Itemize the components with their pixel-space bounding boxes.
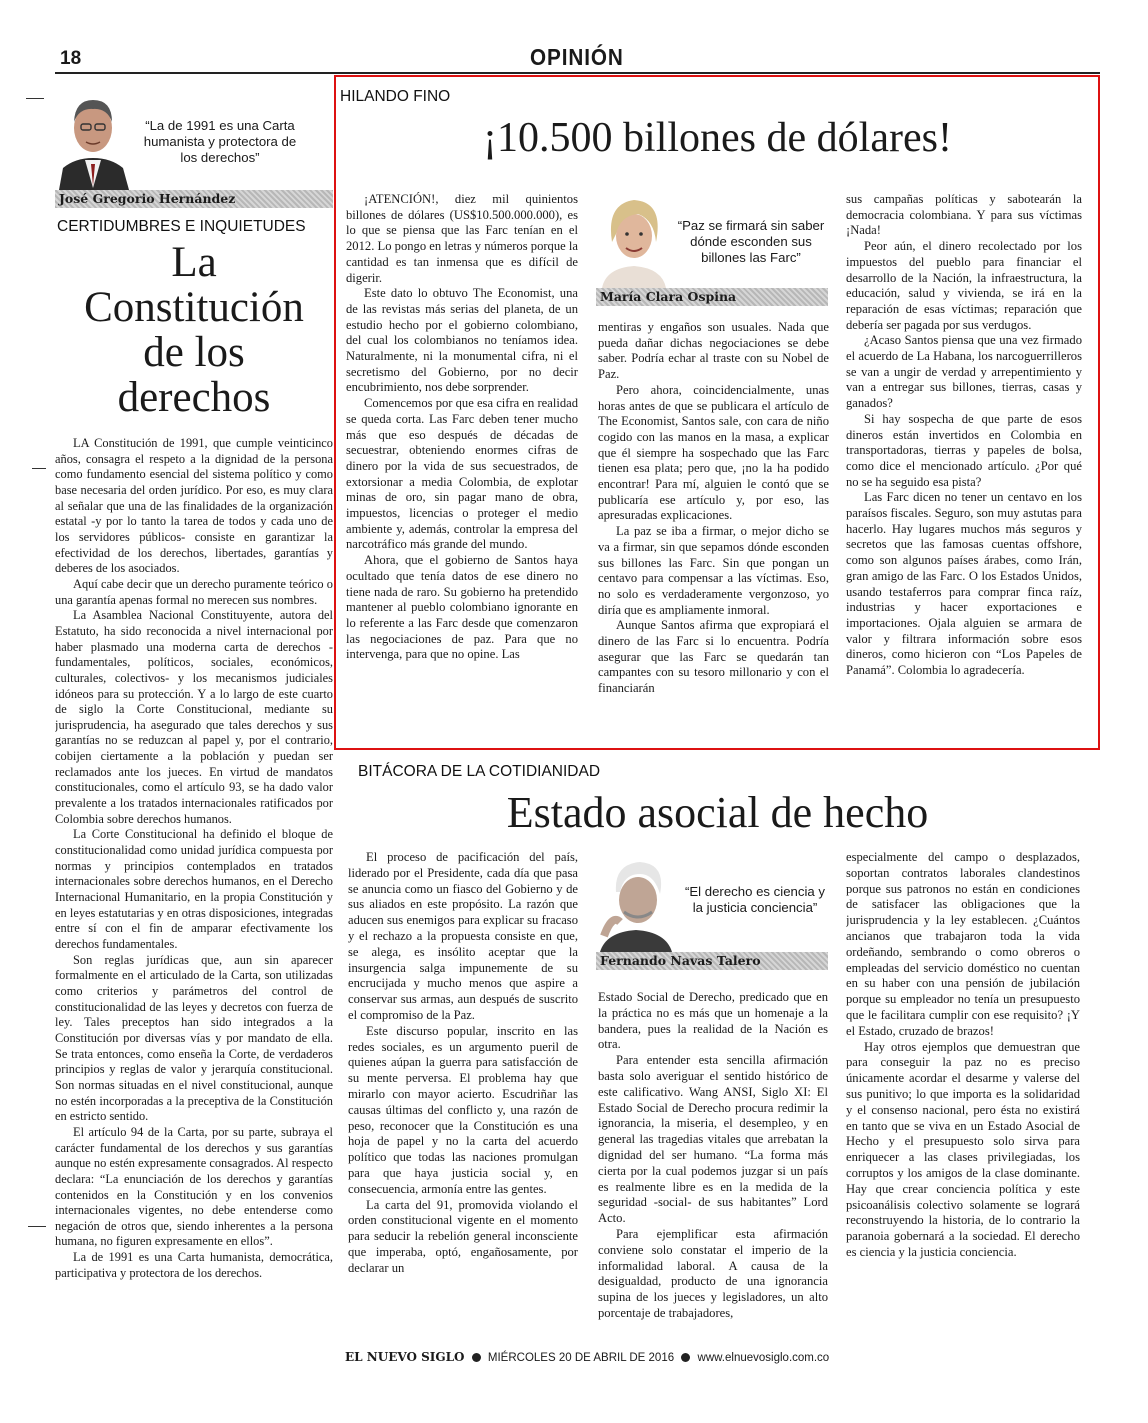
pull-quote-hernandez: “La de 1991 es una Carta humanista y protectora de los derechos” <box>143 118 297 165</box>
column-kicker-bitacora: BITÁCORA DE LA COTIDIANIDAD <box>358 763 601 780</box>
column-kicker-hilando: HILANDO FINO <box>340 88 451 105</box>
headline-line: Constitución <box>84 284 304 331</box>
paragraph: Comencemos por que esa cifra en realidad se queda corta. Las Farc deben tener mucho más que eso después de décadas de secuestrar, obteniendo enormes cifras de dinero por la vida de sus secuestrados, de extorsionar a media Colombia, de explotar minas de oro, sin pagar mano de obra, impuestos, licencias o proteger el medio ambiente y, además, controlar la empresa del narcotráfico más grande del mundo. <box>346 396 578 552</box>
author-name-navas: Fernando Navas Talero <box>596 952 828 970</box>
paragraph: especialmente del campo o desplazados, soportan contratos laborales clandestinos porque sus patronos no están en condiciones de satisfacer las obligaciones que la jurisprudencia y la ley establecen. ¿Cuántos ancianos que trabajaron toda la vida ordeñando, sembrando o como obreros o empleadas del servicio doméstico no cuentan en su haber con una pensión de jubilación porque su empleador no tenía un presupuesto que le facilitara cumplir con ese requisito? ¡Y el Estado, cruzado de brazos! <box>846 850 1080 1038</box>
paragraph: LA Constitución de 1991, que cumple veinticinco años, consagra el respeto a la dignidad de la persona como fundamento esencial del sistema político y como base necesaria del orden jurídico. Por eso, es muy clara al señalar que una de las finalidades de la organización estatal -y por lo tanto la tarea de todos y cada uno de los servidores públicos- consiste en garantizar la efectividad de los derechos, libertades, garantías y deberes de los asociados. <box>55 436 333 576</box>
footer-date: MIÉRCOLES 20 DE ABRIL DE 2016 <box>487 1352 675 1364</box>
headline-left <box>55 240 333 420</box>
paragraph: Para ejemplificar esta afirmación conviene solo constatar el imperio de la informalidad laboral. A causa de la desigualdad, producto de una ignorancia supina de los jueces y legisladores, un alto porcentaje de trabajadores, <box>598 1226 828 1320</box>
author-photo-ospina <box>594 190 674 288</box>
footer-url[interactable]: www.elnuevosiglo.com.co <box>697 1352 830 1364</box>
paragraph: mentiras y engaños son usuales. Nada que pueda dañar dichas negociaciones se debe saber. Podría echar al traste con su Nobel de Paz. <box>598 320 829 382</box>
paragraph: Este discurso popular, inscrito en las redes sociales, es un argumento pueril de quienes aúpan la guerra para satisfacción de su mente perversa. El problema hay que mirarlo con mayor acierto. Escudriñar las causas últimas del conflicto y, una razón de peso, reconocer que la Constitución es una hoja de papel y no la carta del acuerdo político que todas las naciones promulgan para que haya justicia social y, en consecuencia, armonía entre las gentes. <box>348 1023 578 1196</box>
column-kicker-left: CERTIDUMBRES E INQUIETUDES <box>57 218 306 235</box>
margin-tick <box>26 98 44 99</box>
bullet-icon <box>472 1353 481 1362</box>
bottom-column-1 <box>348 850 578 1342</box>
paragraph: La Asamblea Nacional Constituyente, autora del Estatuto, ha sido reconocida a nivel internacional por haber plasmado una moderna carta de derechos -fundamentales, políticos, sociales, económicos, culturales, colectivos- y los mecanismos judiciales idóneos para su protección. Y a lo largo de este cuarto de siglo la Corte Constitucional, mediante su jurisprudencia, ha asegurado que tales derechos y sus garantías no se reduzcan al papel y, por el contrario, cobijen ciertamente a la población y puedan ser reclamados ante los jueces. En virtud de mandatos constitucionales, como el artículo 93, se ha dado valor prevalente a los tratados internacionales ratificados por Colombia sobre derechos humanos. <box>55 608 333 826</box>
pull-quote-ospina: “Paz se firmará sin saber dónde esconden sus billones las Farc” <box>677 218 825 265</box>
paragraph: Si hay sospecha de que parte de esos dineros están invertidos en Colombia en transportadoras, tierras y papeles de bolsa, como dice el mencionado artículo. ¿Por qué no se ha seguido esa pista? <box>846 411 1082 489</box>
author-photo-navas <box>594 852 678 952</box>
paragraph: La de 1991 es una Carta humanista, democrática, participativa y protectora de los derechos. <box>55 1250 333 1280</box>
section-title: OPINIÓN <box>530 44 624 70</box>
paragraph: Estado Social de Derecho, predicado que en la práctica no es más que un homenaje a la bandera, pues la realidad de la Nación es otra. <box>598 990 828 1052</box>
paragraph: Aquí cabe decir que un derecho puramente teórico o una garantía apenas formal no merecen sus nombres. <box>55 576 333 607</box>
paragraph: Las Farc dicen no tener un centavo en los paraísos fiscales. Seguro, son muy astutas para hacerlo. Hay lugares muchos más seguros y secretos que las famosas cuentas offshore, como son algunos países árabes, como Irán, gran amigo de las Farc. O los Estados Unidos, usando testaferros para comprar finca raíz, industrias y hacer exportaciones e importaciones. Ojala alguien se armara de valor y filtrara información sobre esos dineros, como hicieron con “Los Papeles de Panamá”. Colombia lo agradecería. <box>846 490 1082 678</box>
margin-tick <box>28 1226 46 1227</box>
paragraph: La Corte Constitucional ha definido el bloque de constitucionalidad como unidad jurídica compuesta por normas y principios contemplados en tratados internacionales sobre derechos humanos, en el Derecho Internacional Humanitario, en la propia Constitución y en leyes estatutarias y en otras disposiciones, integradas entre sí con el fin de amparar efectivamente los derechos fundamentales. <box>55 827 333 951</box>
headline-boxed: ¡10.500 billones de dólares! <box>483 115 952 161</box>
author-name-ospina: María Clara Ospina <box>596 288 828 306</box>
paragraph: El artículo 94 de la Carta, por su parte, subraya el carácter fundamental de los derechos y sus garantías aunque no estén expresamente consagrados. Al respecto declara: “La enunciación de los derechos y garantías contenidos en la Constitución y en los convenios internacionales vigentes, no debe entenderse como negación de otros que, siendo inherentes a la persona humana, no figuren expresamente en ellos”. <box>55 1124 333 1249</box>
page-footer <box>345 1350 829 1364</box>
paragraph: Ahora, que el gobierno de Santos haya ocultado que tenía datos de ese dinero no tiene nada de raro. Su gobierno ha pretendido mantener al pueblo colombiano ignorante en lo referente a las Farc desde que comenzaron las negociaciones de paz. Para que no intervenga, para que no opine. Las <box>346 553 578 662</box>
author-photo-hernandez <box>55 88 131 190</box>
paragraph: Peor aún, el dinero recolectado por los impuestos del pueblo para financiar el desarrollo de la Nación, la infraestructura, la educación, salud y vivienda, se irá en la reparación de esas víctimas; reparación que debería ser pagada por sus verdugos. <box>846 239 1082 332</box>
headline-line: de los <box>143 329 245 376</box>
headline-line: derechos <box>117 374 271 421</box>
header-rule <box>55 72 1100 74</box>
page-number: 18 <box>60 48 82 69</box>
bottom-column-3 <box>846 850 1080 1342</box>
footer-paper-name: EL NUEVO SIGLO <box>345 1350 465 1364</box>
paragraph: Pero ahora, coincidencialmente, unas horas antes de que se publicara el artículo de The Economist, Santos sale, con cara de niño cogido con las manos en la masa, a explicar que él siempre ha sospechado que las Farc tienen esa plata; pero que, ¡no la ha podido encontrar! Para mí, alguien le contó que se publicaría ese artículo y, por eso, las apresuradas explicaciones. <box>598 382 829 523</box>
headline-line: La <box>171 239 217 286</box>
paragraph: Este dato lo obtuvo The Economist, una de las revistas más serias del planeta, de un estudio hecho por el gobierno colombiano, del cual los colombianos no teníamos idea. Naturalmente, ni la monumental cifra, ni el secretismo del Gobierno, por no decir encubrimiento, nos debe sorprender. <box>346 286 578 395</box>
paragraph: Aunque Santos afirma que expropiará el dinero de las Farc si lo encuentra. Podría asegurar que las Farc se quedarán tan campantes con su tesoro millonario y con el financiarán <box>598 618 829 696</box>
boxed-column-3 <box>846 192 1082 732</box>
bottom-column-2 <box>598 990 828 1342</box>
boxed-column-1 <box>346 192 578 732</box>
paragraph: Hay otros ejemplos que demuestran que para conseguir la paz no es preciso únicamente acordar el desarme y valerse del sus punitivo; lo que importa es la solidaridad y el consenso nacional, pero ésta no existirá en tanto que se viva en un Estado Asocial de Hecho y el presupuesto solo sirva para enriquecer a las clases privilegiadas, los corruptos y los amigos de la clase dominante. Hay que crear conciencia política y este psicoanálisis colectivo solamente se logrará reconstruyendo la historia, de lo contrario la paranoia gobernará a la sociedad. El derecho es ciencia y la justicia conciencia. <box>846 1039 1080 1259</box>
pull-quote-navas: “El derecho es ciencia y la justicia conciencia” <box>684 884 825 915</box>
paragraph: ¿Acaso Santos piensa que una vez firmado el acuerdo de La Habana, los narcoguerrilleros se van a ungir de verdad y arrepentimiento y van a entregar sus billones, tierras, casas y ganados? <box>846 333 1082 411</box>
bullet-icon <box>681 1353 690 1362</box>
boxed-column-2 <box>598 320 829 732</box>
paragraph: ¡ATENCIÓN!, diez mil quinientos billones de dólares (US$10.500.000.000), es lo que se piensa que las Farc tenían en el 2012. Lo pongo en letras y números porque la cantidad es tan inmensa que es difícil de digerir. <box>346 192 578 285</box>
paragraph: El proceso de pacificación del país, liderado por el Presidente, cada día que pasa se anuncia como un fiasco del Gobierno y de sus aliados en este propósito. La razón que aducen sus enemigos para explicar su fracaso y el rechazo a la propuesta consiste en que, se alega, es insólito aceptar que la insurgencia salga impunemente de su encrucijada y mucho menos que aspire a conservar sus armas, aun después de suscrito el compromiso de la Paz. <box>348 850 578 1022</box>
margin-tick <box>32 468 46 469</box>
article-body-left <box>55 436 333 1346</box>
paragraph: Son reglas jurídicas que, aun sin aparecer formalmente en el articulado de la Carta, son utilizadas como criterios y parámetros del control de constitucionalidad de las leyes y decretos con fuerza de ley. Tales preceptos han sido integrados a la Constitución por diversas vías y por mandato de ella. Se trata entonces, como enseña la Corte, de verdaderos principios y reglas de valor y jerarquía constitucional. Son normas situadas en el nivel constitucional, aunque no estén incorporadas a la preceptiva de la Constitución en estricto sentido. <box>55 952 333 1124</box>
headline-bottom: Estado asocial de hecho <box>506 788 929 837</box>
paragraph: La carta del 91, promovida violando el orden constitucional vigente en el momento para seducir la rebelión general inconsciente que imperaba, optó, engañosamente, por declarar un <box>348 1197 578 1275</box>
author-name-hernandez: José Gregorio Hernández <box>55 190 333 208</box>
paragraph: Para entender esta sencilla afirmación basta solo averiguar el sentido histórico de este calificativo. Wang ANSI, Siglo XI: El Estado Social de Derecho procura redimir la ignorancia, la miseria, el desempleo, y en general las tragedias vitales que arrebatan la dignidad del ser humano. “La forma más cierta por la cual podemos juzgar si un país es realmente libre es en la medida de la seguridad -social- de sus habitantes” Lord Acto. <box>598 1053 828 1226</box>
paragraph: sus campañas políticas y sabotearán la democracia colombiana. Y para sus víctimas ¡Nada! <box>846 192 1082 238</box>
paragraph: La paz se iba a firmar, o mejor dicho se va a firmar, sin que sepamos dónde esconden sus billones las Farc. Sin que pongan un centavo para compensar a las víctimas. Eso, no solo es verdaderamente vergonzoso, yo diría que es ampliamente inmoral. <box>598 524 829 617</box>
